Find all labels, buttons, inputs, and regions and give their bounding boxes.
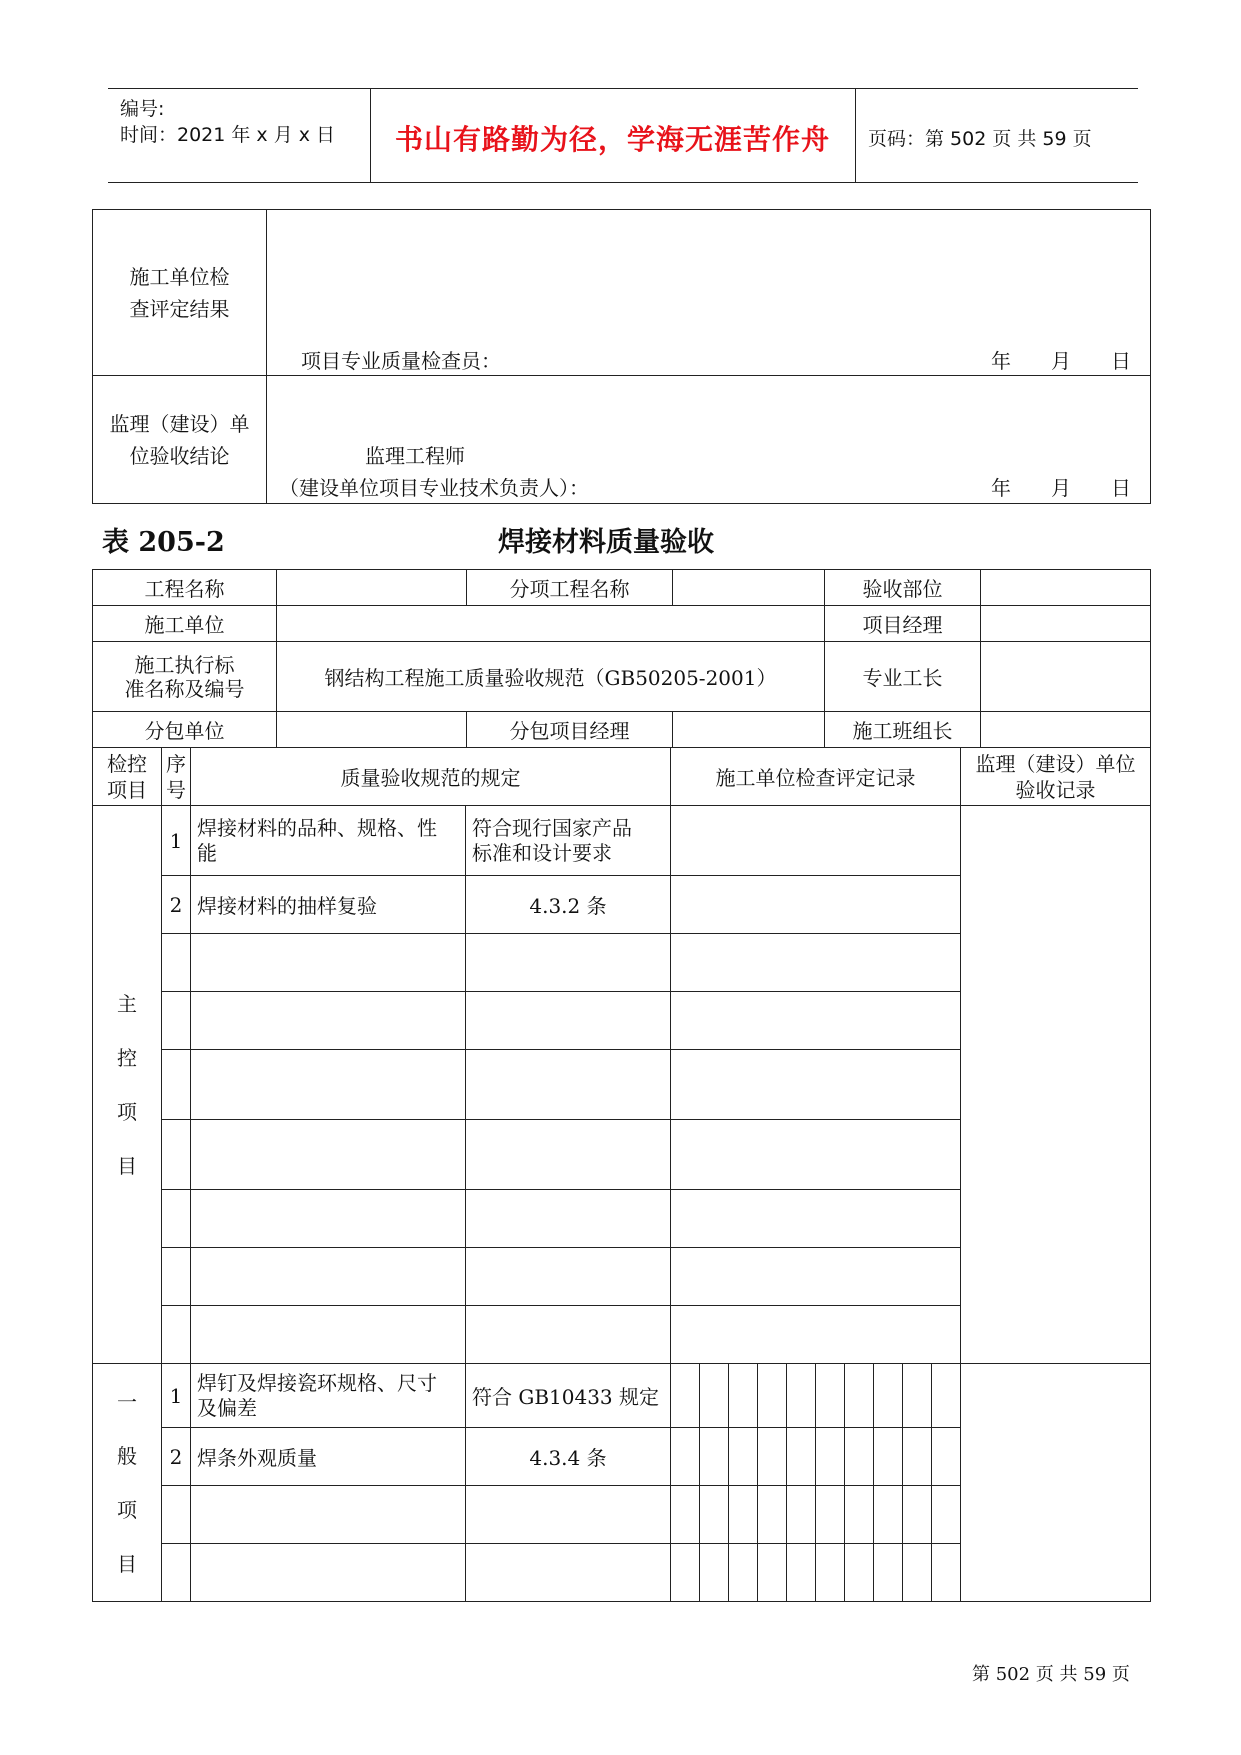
- empty-spec[interactable]: [466, 1306, 671, 1364]
- general-row-2-seq: 2: [162, 1428, 191, 1486]
- signoff-table: [92, 209, 1151, 504]
- check-cell[interactable]: [845, 1428, 874, 1486]
- main-control-char-1: 主: [117, 991, 137, 1016]
- check-cell[interactable]: [671, 1486, 700, 1544]
- standard-label-a: 施工执行标: [134, 652, 235, 677]
- check-cell[interactable]: [729, 1544, 758, 1602]
- check-cell[interactable]: [845, 1486, 874, 1544]
- check-cell[interactable]: [758, 1544, 787, 1602]
- acceptance-part-value[interactable]: [981, 570, 1151, 606]
- main-row-1-spec-b: 标准和设计要求: [472, 840, 612, 865]
- sub-project-name-label: 分项工程名称: [467, 570, 673, 606]
- col-item-header: [93, 748, 162, 806]
- table-title: 焊接材料质量验收: [498, 527, 714, 558]
- col-seq-header-b: 号: [166, 777, 186, 802]
- main-row-2-item: 焊接材料的抽样复验: [191, 876, 466, 934]
- construction-unit-label: 施工单位: [93, 606, 277, 642]
- check-cell[interactable]: [932, 1364, 961, 1428]
- standard-label: [93, 642, 277, 712]
- info-table: [92, 569, 1151, 748]
- footer-page-number: 第 502 页 共 59 页: [972, 1664, 1130, 1685]
- construction-result-cell[interactable]: [267, 210, 1151, 376]
- main-row-1-item: [191, 806, 466, 876]
- main-row-1-spec: [466, 806, 671, 876]
- row2-date: 年 月 日: [991, 476, 1131, 500]
- subcontract-unit-value[interactable]: [277, 712, 467, 748]
- check-cell[interactable]: [903, 1364, 932, 1428]
- empty-seq[interactable]: [162, 1306, 191, 1364]
- header-bottom-rule: [108, 182, 1138, 183]
- acceptance-part-label: 验收部位: [825, 570, 981, 606]
- construction-result-label-a: 施工单位检: [129, 264, 230, 289]
- empty-record[interactable]: [671, 1120, 961, 1190]
- col-spec-header: 质量验收规范的规定: [191, 748, 671, 806]
- empty-record[interactable]: [671, 934, 961, 992]
- general-char-3: 项: [117, 1497, 137, 1522]
- check-cell[interactable]: [700, 1364, 729, 1428]
- general-row-1-spec: 符合 GB10433 规定: [466, 1364, 671, 1428]
- empty-seq[interactable]: [162, 1120, 191, 1190]
- header-motto: 书山有路勤为径，学海无涯苦作舟: [395, 123, 831, 156]
- main-control-label: [93, 806, 162, 1364]
- col-check-record-header: 施工单位检查评定记录: [671, 748, 961, 806]
- check-cell[interactable]: [932, 1486, 961, 1544]
- header-top-rule: [108, 88, 1138, 89]
- check-cell[interactable]: [816, 1544, 845, 1602]
- empty-spec[interactable]: [466, 1486, 671, 1544]
- subcontract-unit-label: 分包单位: [93, 712, 277, 748]
- table-code: 表 205-2: [102, 527, 225, 558]
- main-row-1-seq: 1: [162, 806, 191, 876]
- main-row-1-item-b: 能: [197, 840, 217, 865]
- sub-project-name-value[interactable]: [673, 570, 825, 606]
- subcontract-manager-value[interactable]: [673, 712, 825, 748]
- check-cell[interactable]: [845, 1544, 874, 1602]
- check-cell[interactable]: [729, 1486, 758, 1544]
- empty-record[interactable]: [671, 992, 961, 1050]
- supervising-engineer-label: 监理工程师: [365, 444, 465, 468]
- team-leader-value[interactable]: [981, 712, 1151, 748]
- main-row-1-item-a: 焊接材料的品种、规格、性: [197, 815, 437, 840]
- check-cell[interactable]: [700, 1544, 729, 1602]
- construction-result-label-b: 查评定结果: [129, 296, 230, 321]
- owner-tech-lead-label: （建设单位项目专业技术负责人）：: [279, 476, 589, 500]
- acceptance-table: [92, 747, 1151, 1602]
- check-cell[interactable]: [700, 1486, 729, 1544]
- col-item-header-b: 项目: [107, 777, 147, 802]
- construction-result-label: [93, 210, 267, 376]
- empty-seq[interactable]: [162, 1486, 191, 1544]
- doc-number-label: 编号:: [120, 98, 165, 120]
- check-cell[interactable]: [729, 1364, 758, 1428]
- header-divider-right: [855, 88, 856, 182]
- check-cell[interactable]: [671, 1544, 700, 1602]
- row1-date: 年 月 日: [991, 349, 1131, 373]
- team-leader-label: 施工班组长: [825, 712, 981, 748]
- col-seq-header: [162, 748, 191, 806]
- supervision-conclusion-label: [93, 376, 267, 504]
- col-seq-header-a: 序: [166, 751, 186, 776]
- supervision-conclusion-cell[interactable]: [267, 376, 1151, 504]
- general-row-2-item: 焊条外观质量: [191, 1428, 466, 1486]
- check-cell[interactable]: [845, 1364, 874, 1428]
- general-supervision-record[interactable]: [961, 1364, 1151, 1602]
- check-cell[interactable]: [816, 1364, 845, 1428]
- general-char-2: 般: [117, 1443, 137, 1468]
- standard-label-b: 准名称及编号: [124, 676, 245, 701]
- empty-item[interactable]: [191, 1486, 466, 1544]
- empty-item[interactable]: [191, 1190, 466, 1248]
- main-row-1-spec-a: 符合现行国家产品: [472, 815, 632, 840]
- check-cell[interactable]: [671, 1364, 700, 1428]
- check-cell[interactable]: [932, 1428, 961, 1486]
- check-cell[interactable]: [874, 1428, 903, 1486]
- empty-spec[interactable]: [466, 934, 671, 992]
- check-cell[interactable]: [816, 1428, 845, 1486]
- general-row-2-spec: 4.3.4 条: [466, 1428, 671, 1486]
- empty-seq[interactable]: [162, 1248, 191, 1306]
- project-name-label: 工程名称: [93, 570, 277, 606]
- header-page-label: 页码：第 502 页 共 59 页: [868, 128, 1092, 150]
- empty-seq[interactable]: [162, 1544, 191, 1602]
- check-cell[interactable]: [758, 1364, 787, 1428]
- check-cell[interactable]: [903, 1486, 932, 1544]
- check-cell[interactable]: [787, 1544, 816, 1602]
- main-row-2-spec: 4.3.2 条: [466, 876, 671, 934]
- doc-time-label: 时间：2021 年 x 月 x 日: [120, 124, 336, 146]
- empty-seq[interactable]: [162, 1190, 191, 1248]
- general-row-1-item-a: 焊钉及焊接瓷环规格、尺寸: [197, 1370, 437, 1395]
- empty-seq[interactable]: [162, 934, 191, 992]
- check-cell[interactable]: [874, 1486, 903, 1544]
- empty-record[interactable]: [671, 1248, 961, 1306]
- check-cell[interactable]: [816, 1486, 845, 1544]
- main-row-1-record[interactable]: [671, 806, 961, 876]
- empty-item[interactable]: [191, 992, 466, 1050]
- check-cell[interactable]: [787, 1364, 816, 1428]
- col-item-header-a: 检控: [107, 751, 147, 776]
- general-row-1-seq: 1: [162, 1364, 191, 1428]
- empty-item[interactable]: [191, 1306, 466, 1364]
- foreman-label: 专业工长: [825, 642, 981, 712]
- construction-unit-value[interactable]: [277, 606, 825, 642]
- col-supervision-header-a: 监理（建设）单位: [975, 751, 1136, 776]
- check-cell[interactable]: [729, 1428, 758, 1486]
- main-supervision-record[interactable]: [961, 806, 1151, 1364]
- empty-record[interactable]: [671, 1306, 961, 1364]
- empty-item[interactable]: [191, 1120, 466, 1190]
- check-cell[interactable]: [874, 1364, 903, 1428]
- main-row-2-record[interactable]: [671, 876, 961, 934]
- main-control-char-4: 目: [117, 1153, 137, 1178]
- check-cell[interactable]: [787, 1486, 816, 1544]
- main-control-char-3: 项: [117, 1099, 137, 1124]
- col-supervision-header: [961, 748, 1151, 806]
- general-char-4: 目: [117, 1551, 137, 1576]
- empty-spec[interactable]: [466, 1544, 671, 1602]
- col-supervision-header-b: 验收记录: [1015, 777, 1096, 802]
- project-name-value[interactable]: [277, 570, 467, 606]
- main-row-2-seq: 2: [162, 876, 191, 934]
- empty-spec[interactable]: [466, 1190, 671, 1248]
- standard-value: 钢结构工程施工质量验收规范（GB50205-2001）: [277, 642, 825, 712]
- check-cell[interactable]: [700, 1428, 729, 1486]
- general-row-1-item: [191, 1364, 466, 1428]
- supervision-conclusion-label-b: 位验收结论: [129, 443, 230, 468]
- check-cell[interactable]: [758, 1428, 787, 1486]
- empty-spec[interactable]: [466, 1248, 671, 1306]
- empty-record[interactable]: [671, 1050, 961, 1120]
- general-label: [93, 1364, 162, 1602]
- quality-inspector-label: 项目专业质量检查员：: [301, 349, 501, 373]
- check-cell[interactable]: [903, 1428, 932, 1486]
- main-control-char-2: 控: [117, 1045, 137, 1070]
- supervision-conclusion-label-a: 监理（建设）单: [109, 411, 250, 436]
- foreman-value[interactable]: [981, 642, 1151, 712]
- empty-spec[interactable]: [466, 1120, 671, 1190]
- empty-seq[interactable]: [162, 1050, 191, 1120]
- empty-seq[interactable]: [162, 992, 191, 1050]
- empty-spec[interactable]: [466, 992, 671, 1050]
- check-cell[interactable]: [671, 1428, 700, 1486]
- empty-record[interactable]: [671, 1190, 961, 1248]
- project-manager-label: 项目经理: [825, 606, 981, 642]
- empty-item[interactable]: [191, 1544, 466, 1602]
- empty-item[interactable]: [191, 1248, 466, 1306]
- subcontract-manager-label: 分包项目经理: [467, 712, 673, 748]
- check-cell[interactable]: [903, 1544, 932, 1602]
- empty-item[interactable]: [191, 1050, 466, 1120]
- empty-item[interactable]: [191, 934, 466, 992]
- check-cell[interactable]: [787, 1428, 816, 1486]
- check-cell[interactable]: [874, 1544, 903, 1602]
- general-row-1-item-b: 及偏差: [197, 1395, 257, 1420]
- empty-spec[interactable]: [466, 1050, 671, 1120]
- check-cell[interactable]: [758, 1486, 787, 1544]
- check-cell[interactable]: [932, 1544, 961, 1602]
- header-divider-left: [370, 88, 371, 182]
- project-manager-value[interactable]: [981, 606, 1151, 642]
- general-char-1: 一: [117, 1389, 137, 1414]
